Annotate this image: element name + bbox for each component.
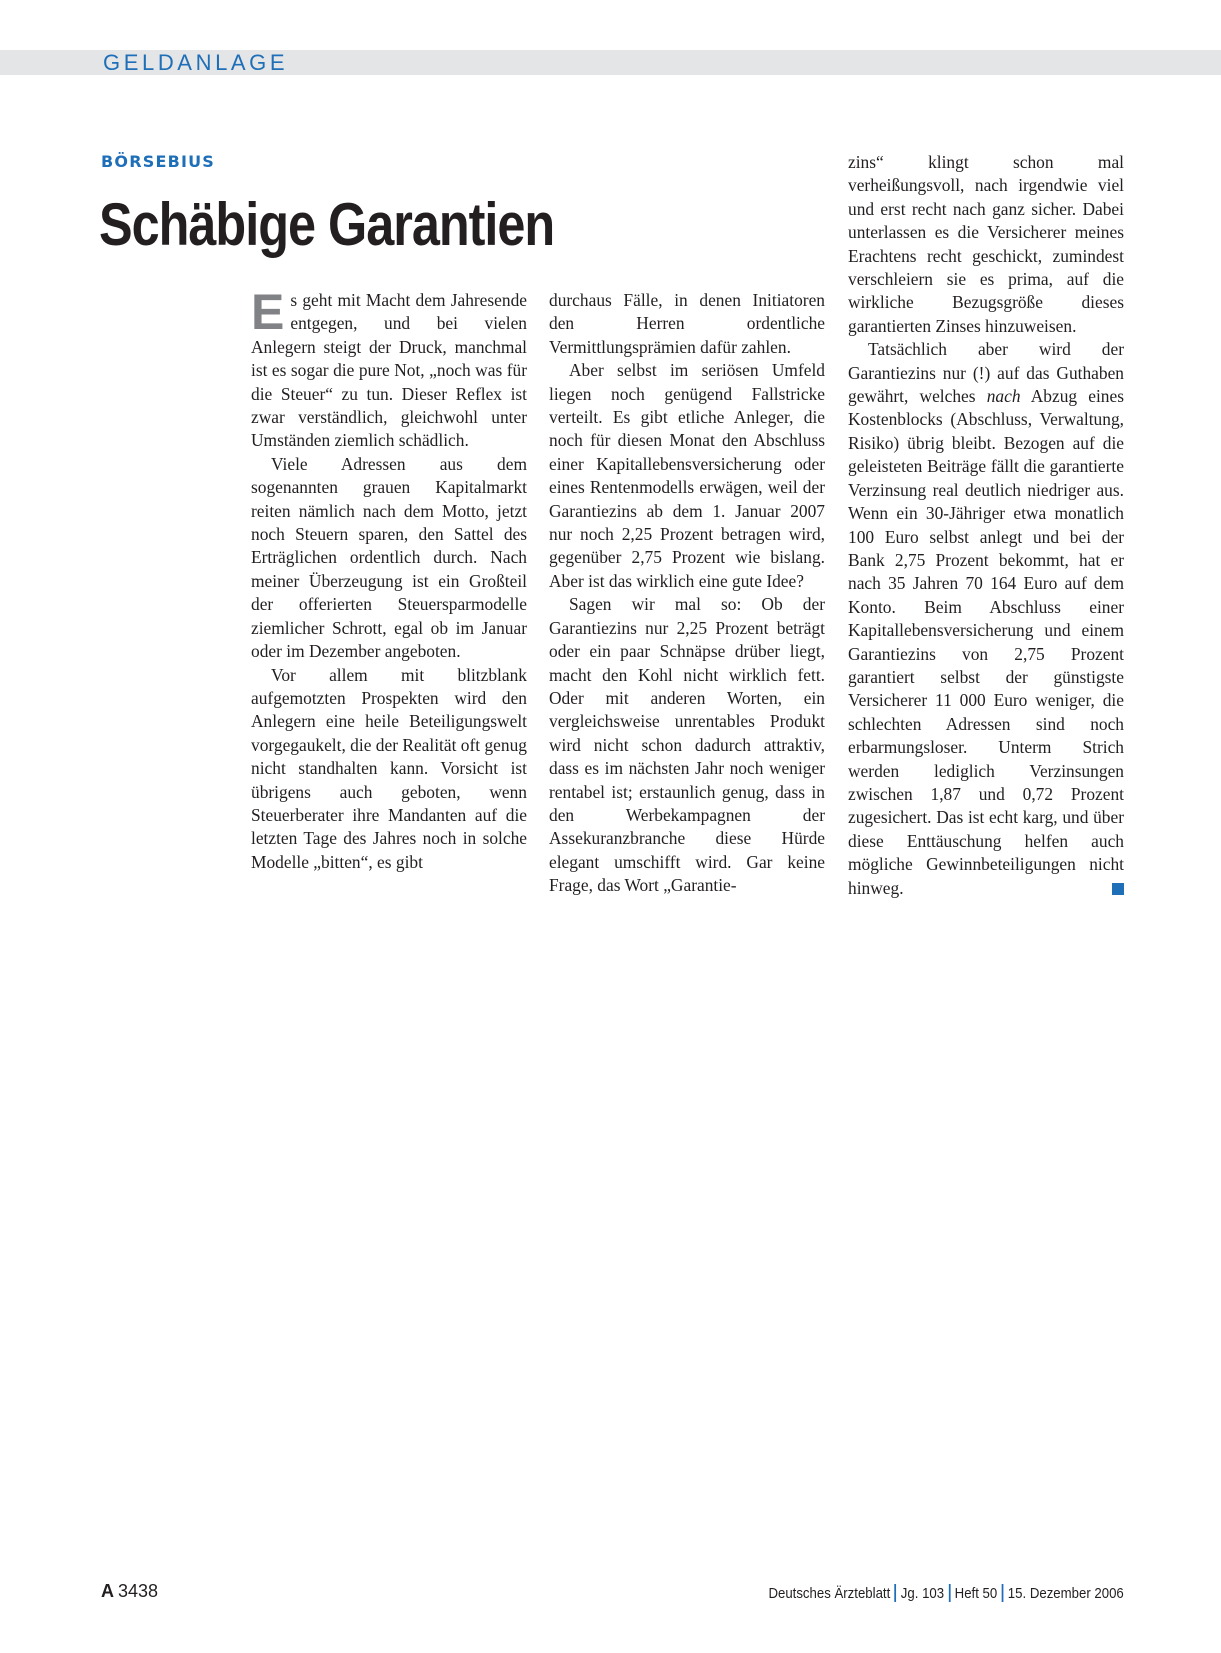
- journal-date: 15. Dezember 2006: [1008, 1584, 1124, 1602]
- text-column-1: [251, 284, 527, 874]
- footer-separator: [949, 1584, 951, 1602]
- text-column-2: [549, 289, 825, 898]
- section-label: GELDANLAGE: [103, 50, 289, 75]
- article-title: Schäbige Garantien: [99, 191, 555, 258]
- paragraph: zins“ klingt schon mal verheißungsvoll, nach irgendwie viel und erst recht nach ganz sicher. Dabei unterlassen es die Versicherer meines Erachtens recht geschickt, zumindest verschleiern sie es prima, auf die wirkliche Bezugsgröße dieses garantierten Zinses hinzuweisen.: [848, 152, 1124, 336]
- paragraph: Vor allem mit blitzblank aufgemotzten Prospekten wird den Anlegern eine heile Beteiligungswelt vorgegaukelt, die der Realität oft genug nicht standhalten kann. Vorsicht ist übrigens auch geboten, wenn Steuerberater ihre Mandanten auf die letzten Tage des Jahres noch in solche Modelle „bitten“, es gibt: [251, 664, 527, 872]
- column-kicker: BÖRSEBIUS: [101, 152, 216, 171]
- paragraph: Es geht mit Macht dem Jahresende entgegen, und bei vielen Anlegern steigt der Druck, manchmal ist es sogar die pure Not, „noch was für die Steuer“ zu tun. Dieser Reflex ist zwar verständlich, gleichwohl unter Umständen ziemlich schädlich.: [251, 284, 527, 451]
- drop-cap: E: [251, 284, 285, 340]
- page-number: A 3438: [101, 1581, 159, 1601]
- journal-name: Deutsches Ärzteblatt: [768, 1584, 891, 1602]
- paragraph: durchaus Fälle, in denen Initiatoren den Herren ordentliche Vermittlungsprämien dafür zahlen.: [549, 290, 825, 357]
- paragraph: Aber selbst im seriösen Umfeld liegen noch genügend Fallstricke verteilt. Es gibt etliche Anleger, die noch für diesen Monat den Abschluss einer Kapitallebensversicherung oder eines Rentenmodells erwägen, weil der Garantiezins ab dem 1. Januar 2007 nur noch 2,25 Prozent betragen wird, gegenüber 2,75 Prozent wie bislang. Aber ist das wirklich eine gute Idee?: [549, 360, 825, 591]
- paragraph: Viele Adressen aus dem sogenannten grauen Kapitalmarkt reiten nämlich nach dem Motto, jetzt noch Steuern sparen, den Sattel des Erträglichen ordentlich durch. Nach meiner Überzeugung ist ein Großteil der offerierten Steuersparmodelle ziemlicher Schrott, egal ob im Januar oder im Dezember angeboten.: [251, 453, 527, 662]
- paragraph: Tatsächlich aber wird der Garantiezins nur (!) auf das Guthaben gewährt, welches nach Abzug eines Kostenblocks (Abschluss, Verwaltung, Risiko) übrig bleibt. Bezogen auf die geleisteten Beiträge fällt die garantierte Verzinsung real deutlich niedriger aus. Wenn ein 30-Jähriger etwa monatlich 100 Euro selbst anlegt und bei der Bank 2,75 Prozent bekommt, hat er nach 35 Jahren 70 164 Euro auf dem Konto. Beim Abschluss einer Kapitallebensversicherung und einem Garantiezins von 2,75 Prozent garantiert selbst der günstigste Versicherer 11 000 Euro weniger, die schlechten Adressen sind noch erbarmungsloser. Unterm Strich werden lediglich Verzinsungen zwischen 1,87 und 0,72 Prozent zugesichert. Das ist echt karg, und über diese Enttäuschung helfen auch mögliche Gewinnbeteiligungen nicht hinweg.: [848, 339, 1124, 898]
- footer-separator: [1002, 1584, 1004, 1602]
- journal-volume: Jg. 103: [901, 1584, 945, 1602]
- emphasis: nach: [986, 386, 1021, 407]
- journal-footer: [769, 1584, 1124, 1602]
- journal-issue: Heft 50: [954, 1584, 998, 1602]
- footer-separator: [895, 1584, 897, 1602]
- paragraph: Sagen wir mal so: Ob der Garantiezins nur 2,25 Prozent beträgt oder ein paar Schnäpse drüber liegt, macht den Kohl nicht wirklich fett. Oder mit anderen Worten, ein vergleichsweise unrentables Produkt wird nicht schon dadurch attraktiv, dass es im nächsten Jahr noch weniger rentabel ist; erstaunlich genug, dass in den Werbekampagnen der Assekuranzbranche diese Hürde elegant umschifft wird. Gar keine Frage, das Wort „Garantie-: [549, 594, 825, 896]
- end-of-article-square-icon: [1112, 883, 1124, 895]
- text-column-3: [848, 151, 1124, 900]
